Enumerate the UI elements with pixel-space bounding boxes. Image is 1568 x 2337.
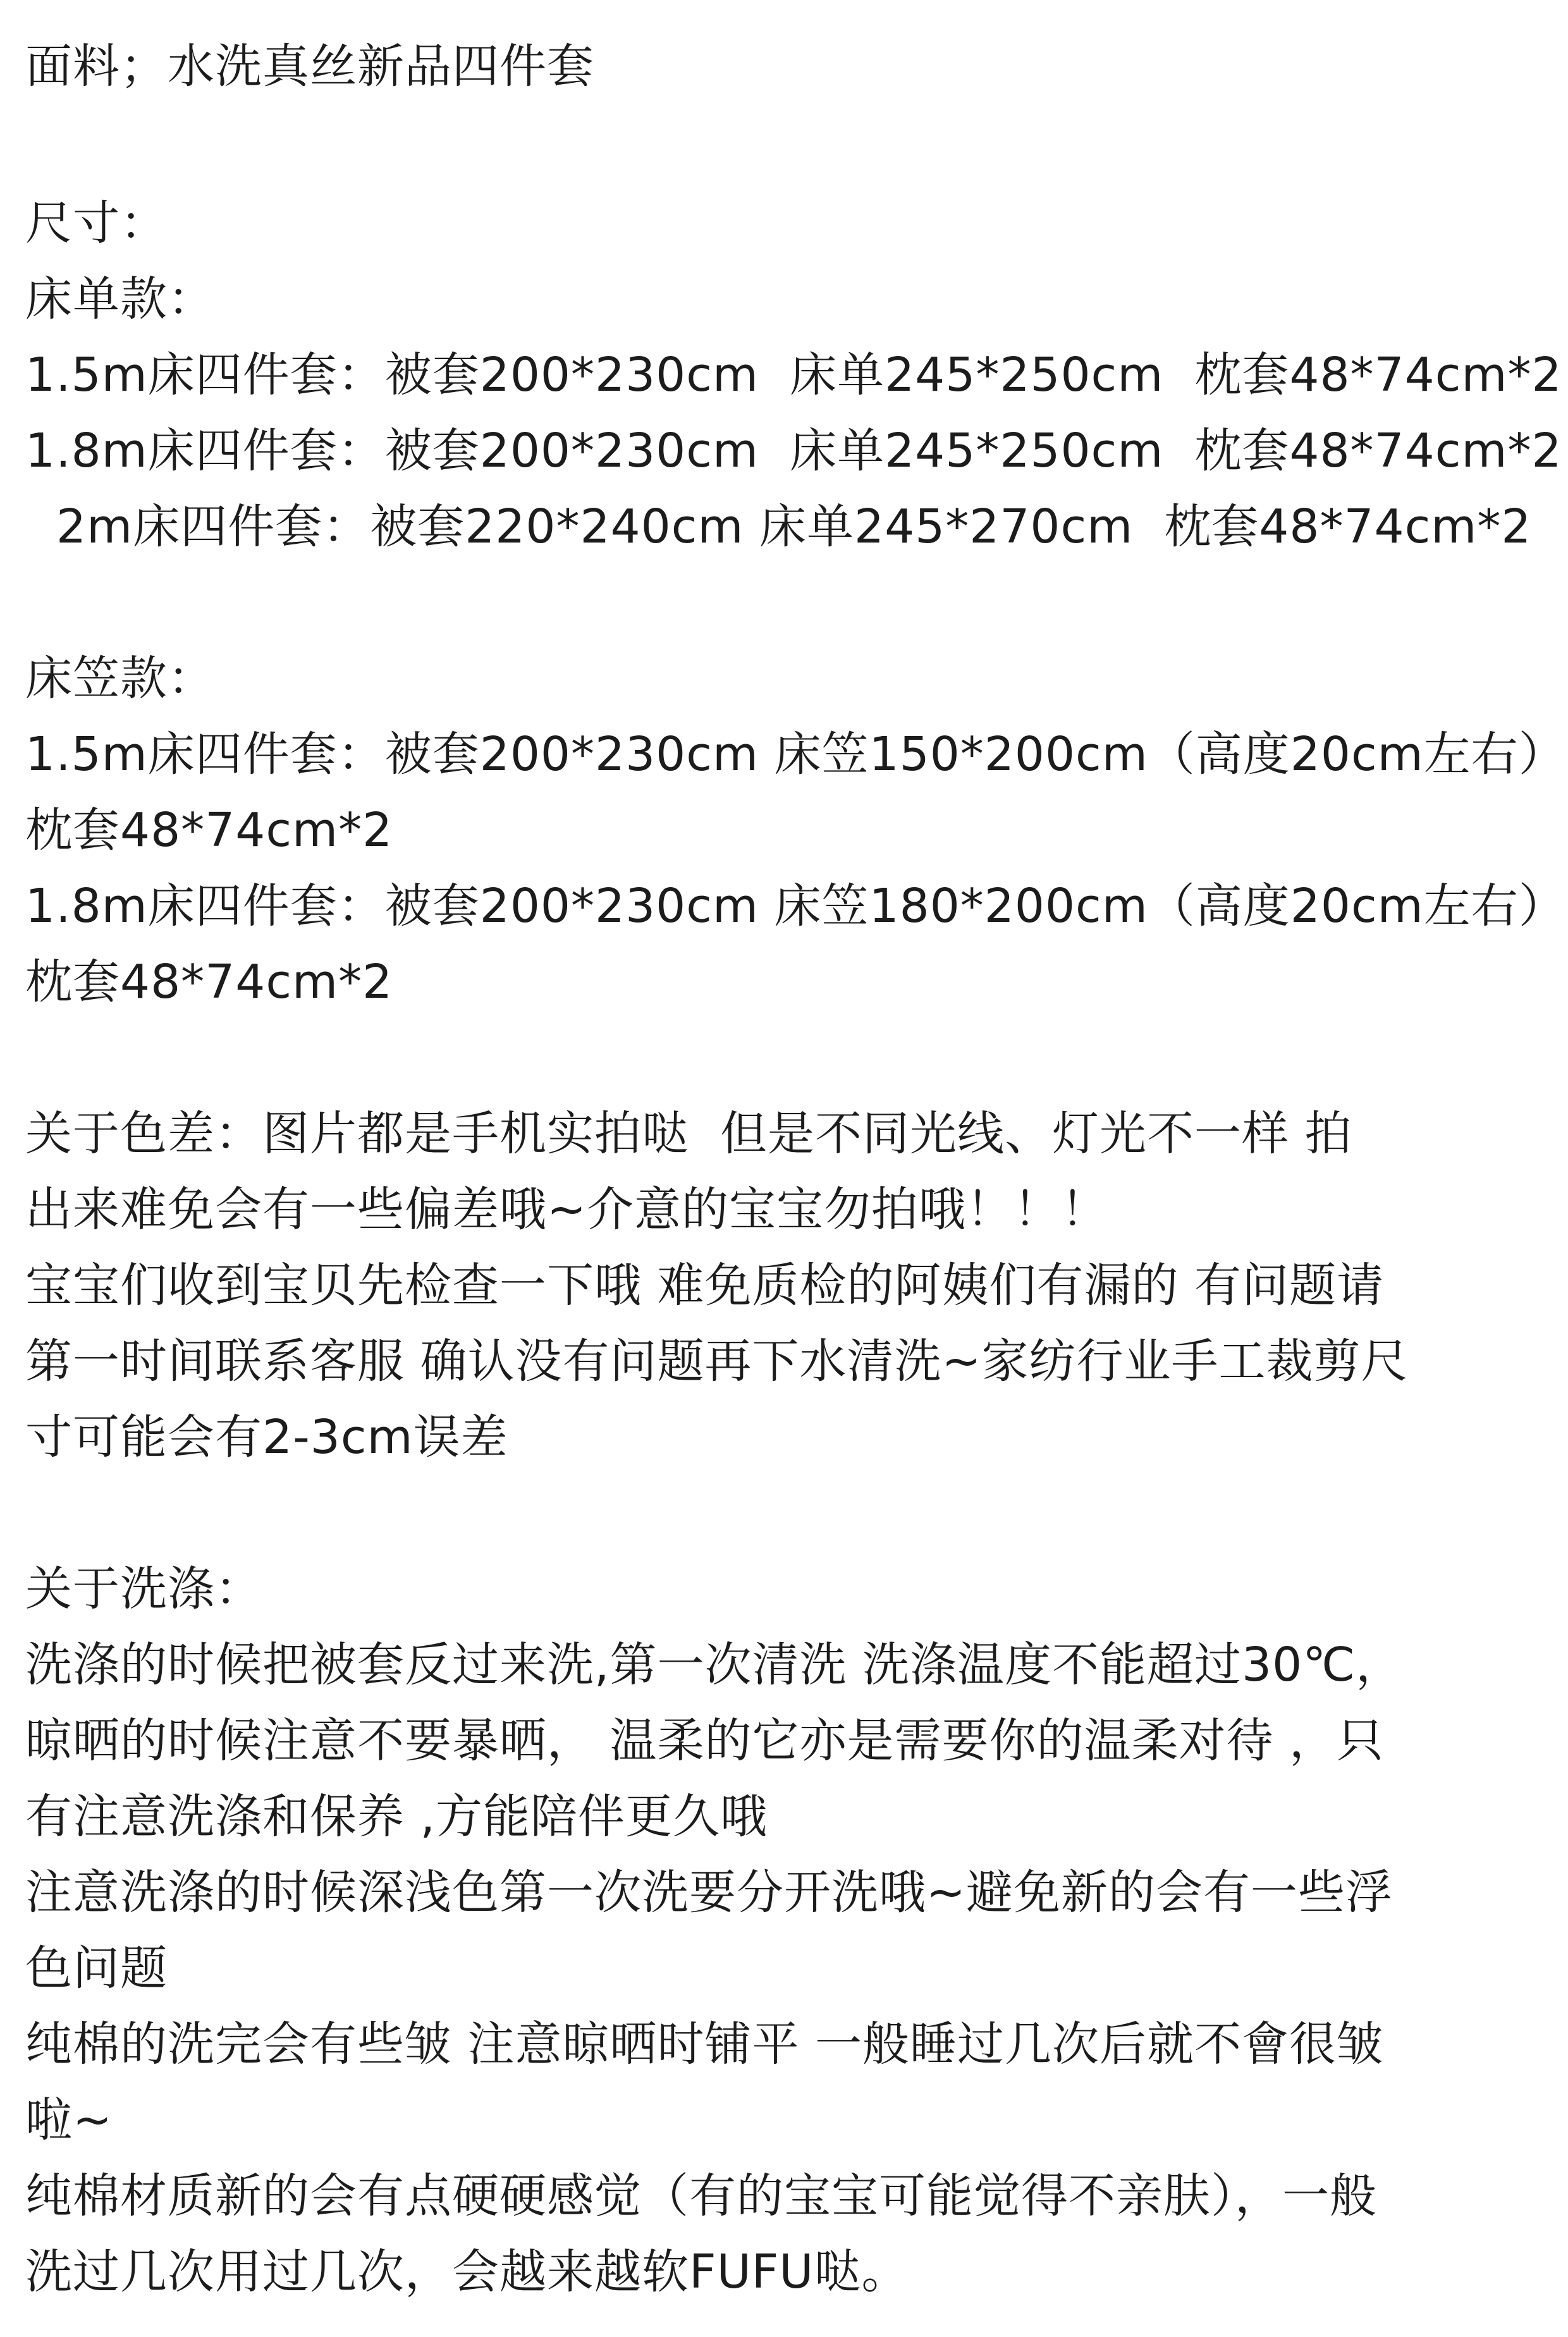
fitted-sheet-row-1-8m-pillow: 枕套48*74cm*2 [25, 955, 393, 1009]
washing-line: 注意洗涤的时候深浅色第一次洗要分开洗哦~避免新的会有一些浮 [25, 1865, 1393, 1920]
color-note-line: 出来难免会有一些偏差哦~介意的宝宝勿拍哦！！！ [25, 1182, 1109, 1237]
washing-line: 洗过几次用过几次，会越来越软FUFU哒。 [25, 2245, 909, 2299]
washing-line: 纯棉材质新的会有点硬硬感觉（有的宝宝可能觉得不亲肤），一般 [25, 2169, 1377, 2223]
flat-sheet-heading: 床单款： [25, 272, 215, 326]
fitted-sheet-row-1-5m: 1.5m床四件套：被套200*230cm 床笠150*200cm（高度20cm左右） [25, 727, 1566, 782]
color-note-line: 宝宝们收到宝贝先检查一下哦 难免质检的阿姨们有漏的 有问题请 [25, 1258, 1385, 1313]
flat-sheet-row-2m: 2m床四件套：被套220*240cm 床单245*270cm 枕套48*74cm*2 [25, 500, 1532, 554]
washing-line: 有注意洗涤和保养 ,方能陪伴更久哦 [25, 1789, 768, 1844]
fitted-sheet-row-1-5m-pillow: 枕套48*74cm*2 [25, 803, 393, 857]
fitted-sheet-row-1-8m: 1.8m床四件套：被套200*230cm 床笠180*200cm（高度20cm左右） [25, 879, 1566, 933]
fitted-sheet-heading: 床笠款： [25, 651, 215, 706]
washing-line: 啦~ [25, 2093, 113, 2147]
flat-sheet-row-1-5m: 1.5m床四件套：被套200*230cm 床单245*250cm 枕套48*74cm*2 [25, 348, 1562, 402]
size-heading: 尺寸： [25, 196, 168, 250]
material-line: 面料；水洗真丝新品四件套 [25, 39, 594, 94]
color-note-line: 寸可能会有2-3cm误差 [25, 1410, 508, 1464]
washing-line: 色问题 [25, 1941, 168, 1996]
washing-line: 纯棉的洗完会有些皱 注意晾晒时铺平 一般睡过几次后就不會很皱 [25, 2017, 1385, 2071]
washing-line: 洗涤的时候把被套反过来洗,第一次清洗 洗涤温度不能超过30℃， [25, 1638, 1404, 1692]
flat-sheet-row-1-8m: 1.8m床四件套：被套200*230cm 床单245*250cm 枕套48*74cm*2 [25, 424, 1562, 478]
washing-line: 晾晒的时候注意不要暴晒， 温柔的它亦是需要你的温柔对待 ，只 [25, 1714, 1385, 1768]
color-note-line: 第一时间联系客服 确认没有问题再下水清洗~家纺行业手工裁剪尺 [25, 1334, 1409, 1389]
color-note-line: 关于色差：图片都是手机实拍哒 但是不同光线、灯光不一样 拍 [25, 1107, 1352, 1161]
washing-heading: 关于洗涤： [25, 1562, 262, 1616]
